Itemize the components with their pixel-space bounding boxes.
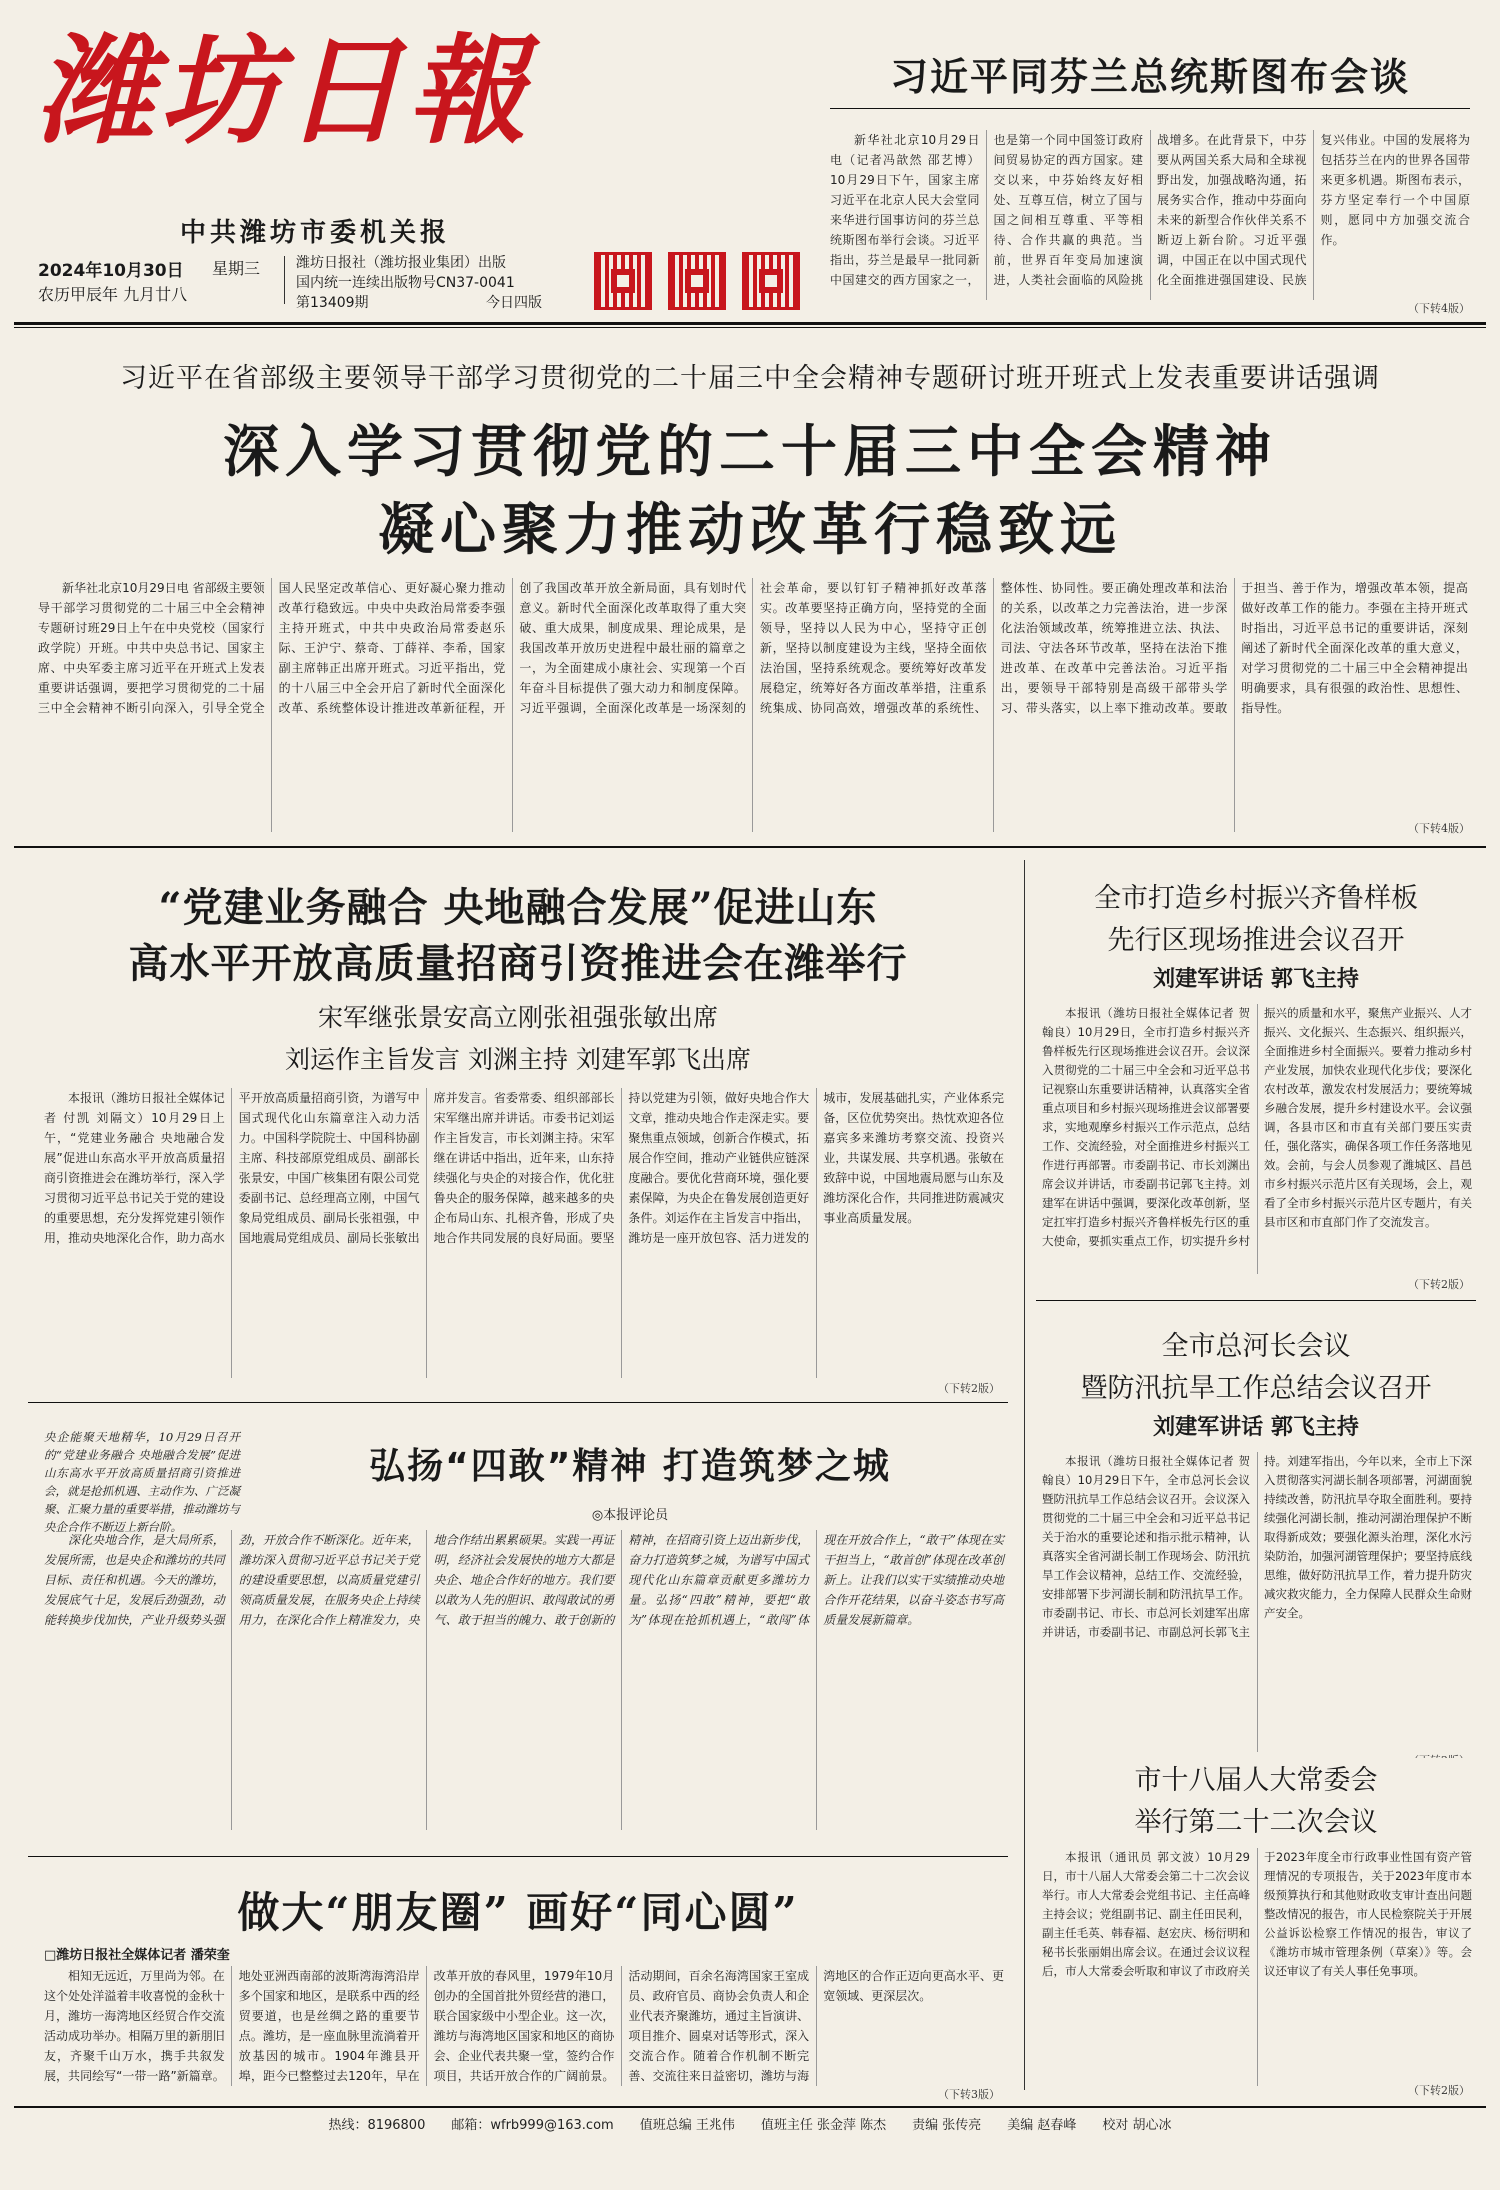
footer-email[interactable]: 邮箱：wfrb999@163.com: [451, 2118, 614, 2133]
story2-title-line2: 高水平开放高质量招商引资推进会在潍举行: [128, 940, 908, 987]
lead-title-line1: 深入学习贯彻党的二十届三中全会精神: [223, 419, 1277, 485]
feature-title: 做大“朋友圈” 画好“同心圆”: [237, 1888, 799, 1937]
lead-title-line2: 凝心聚力推动改革行稳致远: [378, 497, 1122, 563]
masthead-weekday: 星期三: [212, 259, 261, 278]
story3-continue[interactable]: （下转2版）: [1408, 1278, 1470, 1291]
footer-proofreader: 校对 胡心冰: [1102, 2118, 1172, 2133]
story3-title-line1: 全市打造乡村振兴齐鲁样板: [1094, 883, 1418, 914]
lead-continue[interactable]: （下转4版）: [1408, 822, 1470, 835]
footer-duty-director: 值班主任 张金萍 陈杰: [760, 2118, 887, 2133]
story4-body: 本报讯（潍坊日报社全媒体记者 贺翰良）10月29日下午，全市总河长会议暨防汛抗旱工作总结会议召开。会议深入贯彻党的二十届三中全会和习近平总书记关于治水的重要论述和指示批示精神，认真落实全省河湖长制工作现场会、防汛抗旱工作会议精神，总结工作、交流经验，安排部署下步河湖长制和防汛抗旱工作。市委副书记、市长、市总河长刘建军出席并讲话，市委副书记、市副总河长郭飞主持。刘建军指出，今年以来，全市上下深入贯彻落实河湖长制各项部署，河湖面貌持续改善，防汛抗旱夺取全面胜利。要持续强化河湖长制，推动河湖治理保护不断取得新成效；要强化源头治理，深化水污染防治，加强河湖管理保护；要坚持底线思维，做好防汛抗旱工作，着力提升防灾减灾救灾能力，全力保障人民群众生命财产安全。: [1042, 1454, 1472, 1639]
story4-title-line2: 暨防汛抗旱工作总结会议召开: [1080, 1373, 1432, 1404]
story2-title-line1: “党建业务融合 央地融合发展”促进山东: [158, 884, 878, 931]
masthead-date: 2024年10月30日: [38, 261, 184, 281]
story5-body: 本报讯（通讯员 郭文波）10月29日，市十八届人大常委会第二十二次会议举行。市人大常委会党组书记、主任高峰主持会议；党组副书记、副主任田民利，副主任毛英、韩春福、赵宏庆、杨衍明和秘书长张丽娟出席会议。在通过会议议程后，市人大常委会听取和审议了市政府关于2023年度全市行政事业性国有资产管理情况的专项报告，关于2023年度市本级预算执行和其他财政收支审计查出问题整改情况的报告，市人民检察院关于开展公益诉讼检察工作情况的报告，审议了《潍坊市城市管理条例（草案）》等。会议还审议了有关人事任免事项。: [1042, 1850, 1472, 1978]
feature-body: 相知无远近，万里尚为邻。在这个处处洋溢着丰收喜悦的金秋十月，潍坊一海湾地区经贸合作交流活动成功举办。相隔万里的新朋旧友，齐聚千山万水，携手共叙发展，共同绘写“一带一路”新篇章。地处亚洲西南部的波斯湾海湾沿岸多个国家和地区，是联系中西的经贸要道，也是丝绸之路的重要节点。潍坊，是一座血脉里流淌着开放基因的城市。1904年潍县开埠，距今已整整过去120年，早在改革开放的春风里，1979年10月创办的全国首批外贸经营的港口，联合国家级中小型企业。这一次，潍坊与海湾地区国家和地区的商协会、企业代表共聚一堂，签约合作项目，共话开放合作的广阔前景。活动期间，百余名海湾国家王室成员、政府官员、商协会负责人和企业代表齐聚潍坊，通过主旨演讲、项目推介、圆桌对话等形式，深入交流合作。随着合作机制不断完善、交流往来日益密切，潍坊与海湾地区的合作正迈向更高水平、更宽领域、更深层次。: [44, 1969, 1004, 2083]
story5-continue[interactable]: （下转2版）: [1408, 2084, 1470, 2097]
story2-subtitle-1: 宋军继张景安高立刚张祖强张敏出席: [317, 1003, 718, 1032]
commentary-body: 深化央地合作，是大局所系，发展所需，也是央企和潍坊的共同目标、责任和机遇。今天的潍坊，发展底气十足，发展后劲强劲，动能转换步伐加快，产业升级势头强劲，开放合作不断深化。近年来，潍坊深入贯彻习近平总书记关于党的建设重要思想，以高质量党建引领高质量发展，在服务央企上持续用力，在深化合作上精准发力，央地合作结出累累硕果。实践一再证明，经济社会发展快的地方大都是央企、地企合作好的地方。我们要以敢为人先的胆识、敢闯敢试的勇气、敢于担当的魄力、敢于创新的精神，在招商引资上迈出新步伐，奋力打造筑梦之城，为谱写中国式现代化山东篇章贡献更多潍坊力量。弘扬“四敢”精神，要把“敢为”体现在抢抓机遇上，“敢闯”体现在开放合作上，“敢干”体现在实干担当上，“敢首创”体现在改革创新上。让我们以实干实绩推动央地合作开花结果，以奋斗姿态书写高质量发展新篇章。: [44, 1533, 1004, 1627]
masthead-publisher: 潍坊日报社（潍坊报业集团）出版: [296, 255, 506, 271]
qr-code-icon[interactable]: [668, 252, 726, 310]
feature-continue[interactable]: （下转3版）: [938, 2088, 1000, 2101]
commentary-byline: ◎本报评论员: [591, 1508, 669, 1523]
masthead-cn: 国内统一连续出版物号CN37-0041: [296, 275, 515, 291]
footer-bar: [14, 2114, 1486, 2133]
qr-code-icon[interactable]: [742, 252, 800, 310]
story3-title-line2: 先行区现场推进会议召开: [1107, 925, 1405, 956]
lead-kicker: 习近平在省部级主要领导干部学习贯彻党的二十届三中全会精神专题研讨班开班式上发表重要讲话强调: [120, 363, 1380, 394]
story5-title-line1: 市十八届人大常委会: [1036, 1758, 1476, 1797]
story5-title-line2: 举行第二十二次会议: [1134, 1807, 1378, 1838]
story2-body: 本报讯（潍坊日报社全媒体记者 付凯 刘隔文）10月29日上午，“党建业务融合 央地融合发展”促进山东高水平开放高质量招商引资推进会在潍坊举行，深入学习贯彻习近平总书记关于党的建设的重要思想，充分发挥党建引领作用，推动央地深化合作，助力高水平开放高质量招商引资，为谱写中国式现代化山东篇章注入动力活力。中国科学院院士、中国科协副主席、科技部原党组成员、副部长张景安，中国广核集团有限公司党委副书记、总经理高立刚，中国气象局党组成员、副局长张祖强，中国地震局党组成员、副局长张敏出席并发言。省委常委、组织部部长宋军继出席并讲话。市委书记刘运作主旨发言，市长刘渊主持。宋军继在讲话中指出，近年来，山东持续强化与央企的对接合作，优化驻鲁央企的服务保障，越来越多的央企布局山东、扎根齐鲁，形成了央地合作共同发展的良好局面。要坚持以党建为引领，做好央地合作大文章，推动央地合作走深走实。要聚焦重点领域，创新合作模式，拓展合作空间，推动产业链供应链深度融合。要优化营商环境，强化要素保障，为央企在鲁发展创造更好条件。刘运作在主旨发言中指出，潍坊是一座开放包容、活力迸发的城市，发展基础扎实，产业体系完备，区位优势突出。热忱欢迎各位嘉宾多来潍坊考察交流、投资兴业，共谋发展、共享机遇。张敏在致辞中说，中国地震局愿与山东及潍坊深化合作，共同推进防震减灾事业高质量发展。: [44, 1091, 1004, 1245]
qr-code-icon[interactable]: [594, 252, 652, 310]
footer-hotline: 热线：8196800: [328, 2118, 426, 2133]
feature-byline: □潍坊日报社全媒体记者 潘荣奎: [44, 1948, 230, 1963]
lead-body: 新华社北京10月29日电 省部级主要领导干部学习贯彻党的二十届三中全会精神专题研讨班29日上午在中央党校（国家行政学院）开班。中共中央总书记、国家主席、中央军委主席习近平在开班式上发表重要讲话强调，要把学习贯彻党的二十届三中全会精神不断引向深入，引导全党全国人民坚定改革信心、更好凝心聚力推动改革行稳致远。中央中央政治局常委李强主持开班式，中共中央政治局常委赵乐际、王沪宁、蔡奇、丁薛祥、李希，国家副主席韩正出席开班式。习近平指出，党的十八届三中全会开启了新时代全面深化改革、系统整体设计推进改革新征程，开创了我国改革开放全新局面，具有划时代意义。新时代全面深化改革取得了重大突破、重大成果，制度成果、理论成果，是我国改革开放历史进程中最壮丽的篇章之一，为全面建成小康社会、实现第一个百年奋斗目标提供了强大动力和制度保障。习近平强调，全面深化改革是一场深刻的社会革命，要以钉钉子精神抓好改革落实。改革要坚持正确方向，坚持党的全面领导，坚持以人民为中心，坚持守正创新，坚持以制度建设为主线，坚持全面依法治国，坚持系统观念。要统筹好改革发展稳定，统筹好各方面改革举措，注重系统集成、协同高效，增强改革的系统性、整体性、协同性。要正确处理改革和法治的关系，以改革之力完善法治，进一步深化法治领域改革，统筹推进立法、执法、司法、守法各环节改革，坚持在法治下推进改革、在改革中完善法治。习近平指出，要领导干部特别是高级干部带头学习、带头落实，以上率下推动改革。要敢于担当、善于作为，增强改革本领，提高做好改革工作的能力。李强在主持开班式时指出，习近平总书记的重要讲话，深刻阐述了新时代全面深化改革的重大意义，对学习贯彻党的二十届三中全会精神提出明确要求，具有很强的政治性、思想性、指导性。: [38, 581, 1468, 715]
masthead-subtitle: 中共潍坊市委机关报: [180, 218, 451, 248]
masthead-lunar: 农历甲辰年 九月廿八: [38, 285, 188, 304]
story4-title-line1: 全市总河长会议: [1161, 1331, 1351, 1362]
story2-continue[interactable]: （下转2版）: [938, 1382, 1000, 1395]
masthead-logo: 潍坊日報: [36, 21, 533, 160]
top-story-continue[interactable]: （下转4版）: [1408, 302, 1470, 315]
story3-subtitle: 刘建军讲话 郭飞主持: [1153, 967, 1359, 992]
commentary-title: 弘扬“四敢”精神 打造筑梦之城: [369, 1446, 891, 1487]
footer-art-editor: 美编 赵春峰: [1007, 2118, 1077, 2133]
top-story-body: 新华社北京10月29日电（记者冯歆然 邵艺博）10月29日下午，国家主席习近平在北京人民大会堂同来华进行国事访问的芬兰总统斯图布举行会谈。习近平指出，芬兰是最早一批同新中国建交的西方国家之一，也是第一个同中国签订政府间贸易协定的西方国家。建交以来，中芬始终友好相处、互尊互信，树立了国与国之间相互尊重、平等相待、合作共赢的典范。当前，世界百年变局加速演进，人类社会面临的风险挑战增多。在此背景下，中芬要从两国关系大局和全球视野出发，加强战略沟通，拓展务实合作，推动中芬面向未来的新型合作伙伴关系不断迈上新台阶。习近平强调，中国正在以中国式现代化全面推进强国建设、民族复兴伟业。中国的发展将为包括芬兰在内的世界各国带来更多机遇。斯图布表示，芬方坚定奉行一个中国原则，愿同中方加强交流合作。: [830, 133, 1470, 287]
story3-body: 本报讯（潍坊日报社全媒体记者 贺翰良）10月29日，全市打造乡村振兴齐鲁样板先行区现场推进会议召开。会议深入贯彻党的二十届三中全会和习近平总书记视察山东重要讲话精神，认真落实全省重点项目和乡村振兴现场推进会议部署要求，实地观摩乡村振兴工作示范点，总结工作、交流经验，对全面推进乡村振兴工作进行再部署。市委副书记、市长刘渊出席会议并讲话，市委副书记郭飞主持。刘建军在讲话中强调，要深化改革创新，坚定扛牢打造乡村振兴齐鲁样板先行区的重大使命，要抓实重点工作，切实提升乡村振兴的质量和水平，聚焦产业振兴、人才振兴、文化振兴、生态振兴、组织振兴，全面推进乡村全面振兴。要着力推动乡村产业发展，加快农业现代化步伐；要深化农村改革，激发农村发展活力；要统筹城乡融合发展，提升乡村建设水平。会议强调，各县市区和市直有关部门要压实责任，强化落实，确保各项工作任务落地见效。会前，与会人员参观了潍城区、昌邑市乡村振兴示范片区有关现场，会上，观看了全市乡村振兴示范片区专题片，有关县市区和市直部门作了交流发言。: [1042, 1006, 1472, 1248]
story4-subtitle: 刘建军讲话 郭飞主持: [1153, 1415, 1359, 1440]
commentary-intro: 央企能聚天地精华，10月29日召开的“党建业务融合 央地融合发展”促进山东高水平开放高质量招商引资推进会，就是抢抓机遇、主动作为、广泛凝聚、汇聚力量的重要举措，推动潍坊与央企合作不断迈上新台阶。: [44, 1430, 240, 1534]
masthead-pages: 今日四版: [486, 295, 542, 311]
footer-editor: 责编 张传亮: [912, 2118, 982, 2133]
top-story-title: 习近平同芬兰总统斯图布会谈: [889, 55, 1410, 99]
footer-chief-editor: 值班总编 王兆伟: [639, 2118, 735, 2133]
story2-subtitle-2: 刘运作主旨发言 刘渊主持 刘建军郭飞出席: [285, 1045, 751, 1074]
masthead-issue: 第13409期: [296, 295, 369, 311]
